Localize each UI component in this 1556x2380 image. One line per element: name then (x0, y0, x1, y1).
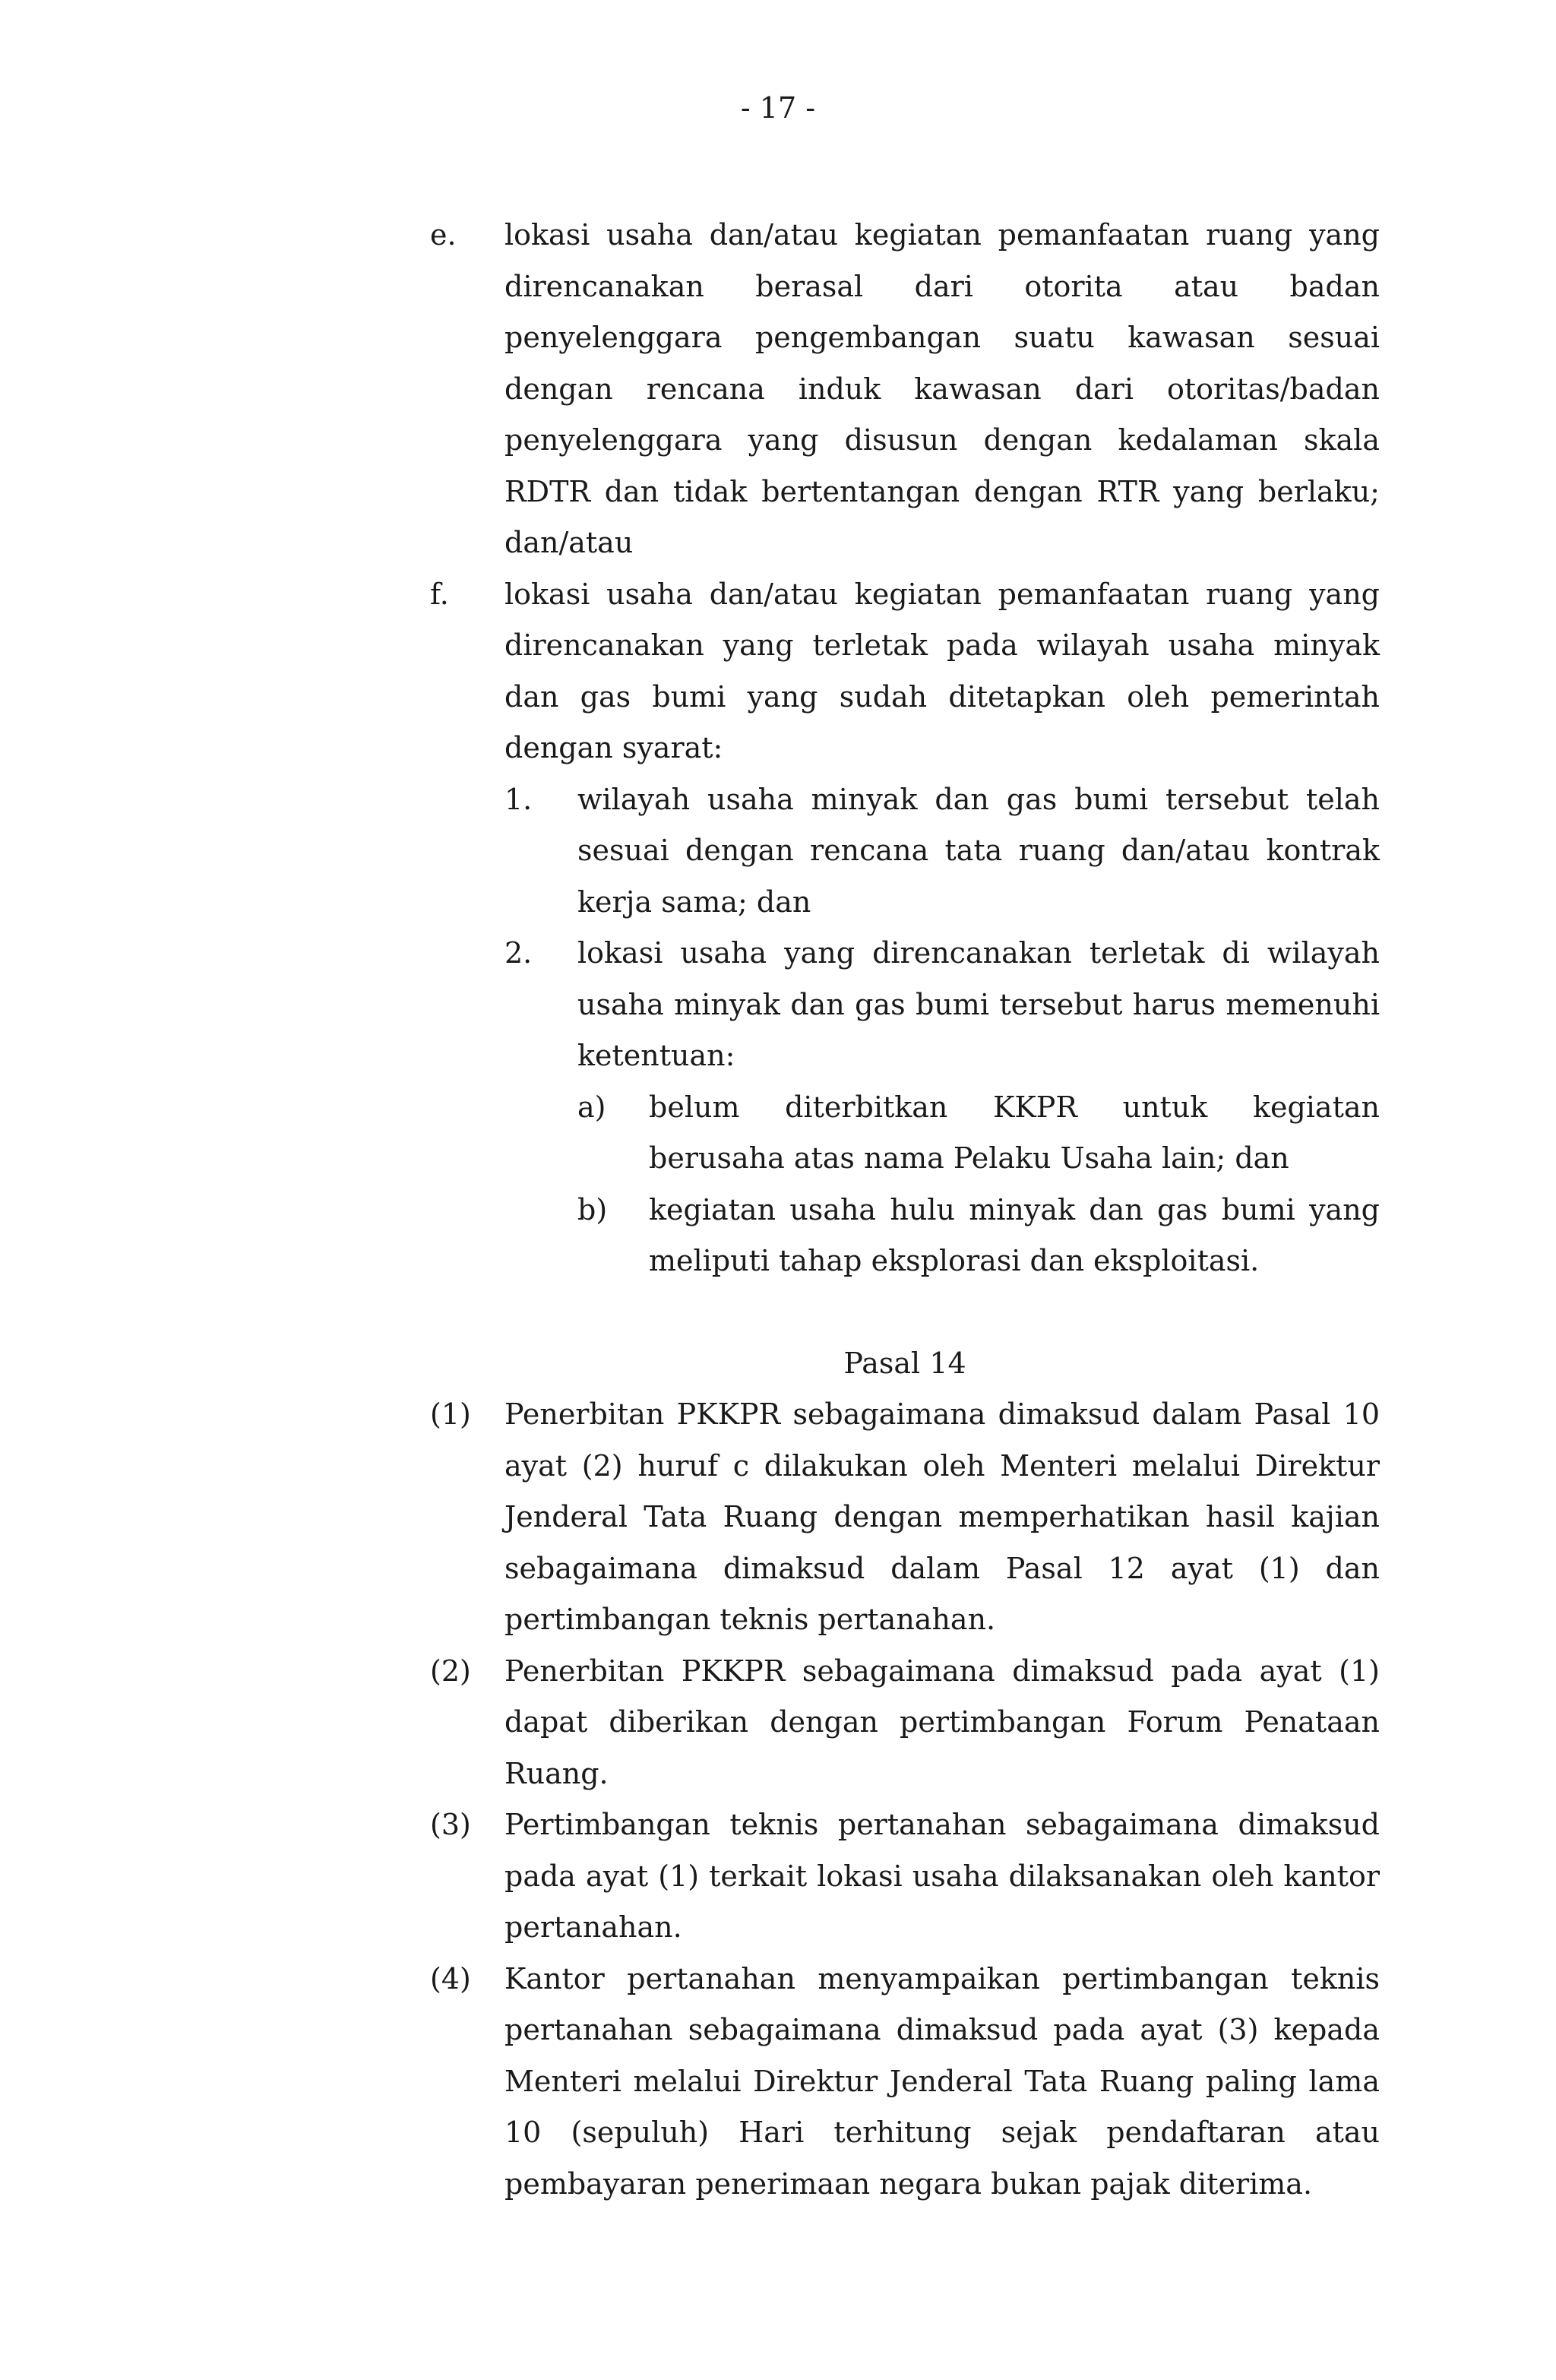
ayat-marker: (1) (430, 1397, 471, 1431)
ayat-1 (430, 1389, 1380, 1646)
sub-sub-item-a (577, 1082, 1380, 1185)
list-item-text: lokasi usaha dan/atau kegiatan pemanfaatan ruang yang direncanakan berasal dari otorita atau badan penyelenggara pengembangan suatu kawasan sesuai dengan rencana induk kawasan dari otoritas/badan penyelenggara yang disusun dengan kedalaman skala RDTR dan tidak bertentangan dengan RTR yang berlaku; dan/atau (504, 218, 1380, 559)
pasal-heading: Pasal 14 (843, 1346, 966, 1380)
sub-sub-item-text: belum diterbitkan KKPR untuk kegiatan berusaha atas nama Pelaku Usaha lain; dan (649, 1090, 1380, 1175)
ayat-text: Kantor pertanahan menyampaikan pertimbangan teknis pertanahan sebagaimana dimaksud pada ayat (3) kepada Menteri melalui Direktur Jenderal Tata Ruang paling lama 10 (sepuluh) Hari terhitung sejak pendaftaran atau pembayaran penerimaan negara bukan pajak diterima. (504, 1961, 1380, 2201)
sub-item-1 (504, 774, 1380, 929)
sub-item-text: wilayah usaha minyak dan gas bumi tersebut telah sesuai dengan rencana tata ruang dan/atau kontrak kerja sama; dan (577, 782, 1380, 919)
list-marker: b) (577, 1192, 608, 1226)
ayat-text: Penerbitan PKKPR sebagaimana dimaksud dalam Pasal 10 ayat (2) huruf c dilakukan oleh Menteri melalui Direktur Jenderal Tata Ruang dengan memperhatikan hasil kajian sebagaimana dimaksud dalam Pasal 12 ayat (1) dan pertimbangan teknis pertanahan. (504, 1397, 1380, 1636)
list-item-e (430, 210, 1380, 569)
sub-sub-item-text: kegiatan usaha hulu minyak dan gas bumi yang meliputi tahap eksplorasi dan eksploitasi. (649, 1192, 1380, 1277)
ayat-text: Penerbitan PKKPR sebagaimana dimaksud pada ayat (1) dapat diberikan dengan pertimbangan Forum Penataan Ruang. (504, 1654, 1380, 1790)
ayat-2 (430, 1646, 1380, 1800)
document-body (430, 210, 1380, 2210)
sub-item-text: lokasi usaha yang direncanakan terletak di wilayah usaha minyak dan gas bumi tersebut harus memenuhi ketentuan: (577, 936, 1380, 1072)
ayat-text: Pertimbangan teknis pertanahan sebagaimana dimaksud pada ayat (1) terkait lokasi usaha dilaksanakan oleh kantor pertanahan. (504, 1808, 1380, 1944)
list-item-f (430, 569, 1380, 774)
list-marker: a) (577, 1090, 606, 1124)
list-item-text: lokasi usaha dan/atau kegiatan pemanfaatan ruang yang direncanakan yang terletak pada wilayah usaha minyak dan gas bumi yang sudah ditetapkan oleh pemerintah dengan syarat: (504, 577, 1380, 764)
list-marker: 2. (504, 936, 533, 970)
ayat-marker: (4) (430, 1961, 471, 1995)
sub-item-2 (504, 928, 1380, 1082)
ayat-marker: (2) (430, 1654, 471, 1688)
ayat-3 (430, 1799, 1380, 1954)
list-marker: f. (430, 577, 449, 611)
page-number: - 17 - (740, 91, 816, 125)
sub-sub-item-b (577, 1185, 1380, 1287)
ayat-marker: (3) (430, 1808, 471, 1841)
list-marker: e. (430, 218, 457, 252)
ayat-4 (430, 1954, 1380, 2211)
list-marker: 1. (504, 782, 533, 816)
